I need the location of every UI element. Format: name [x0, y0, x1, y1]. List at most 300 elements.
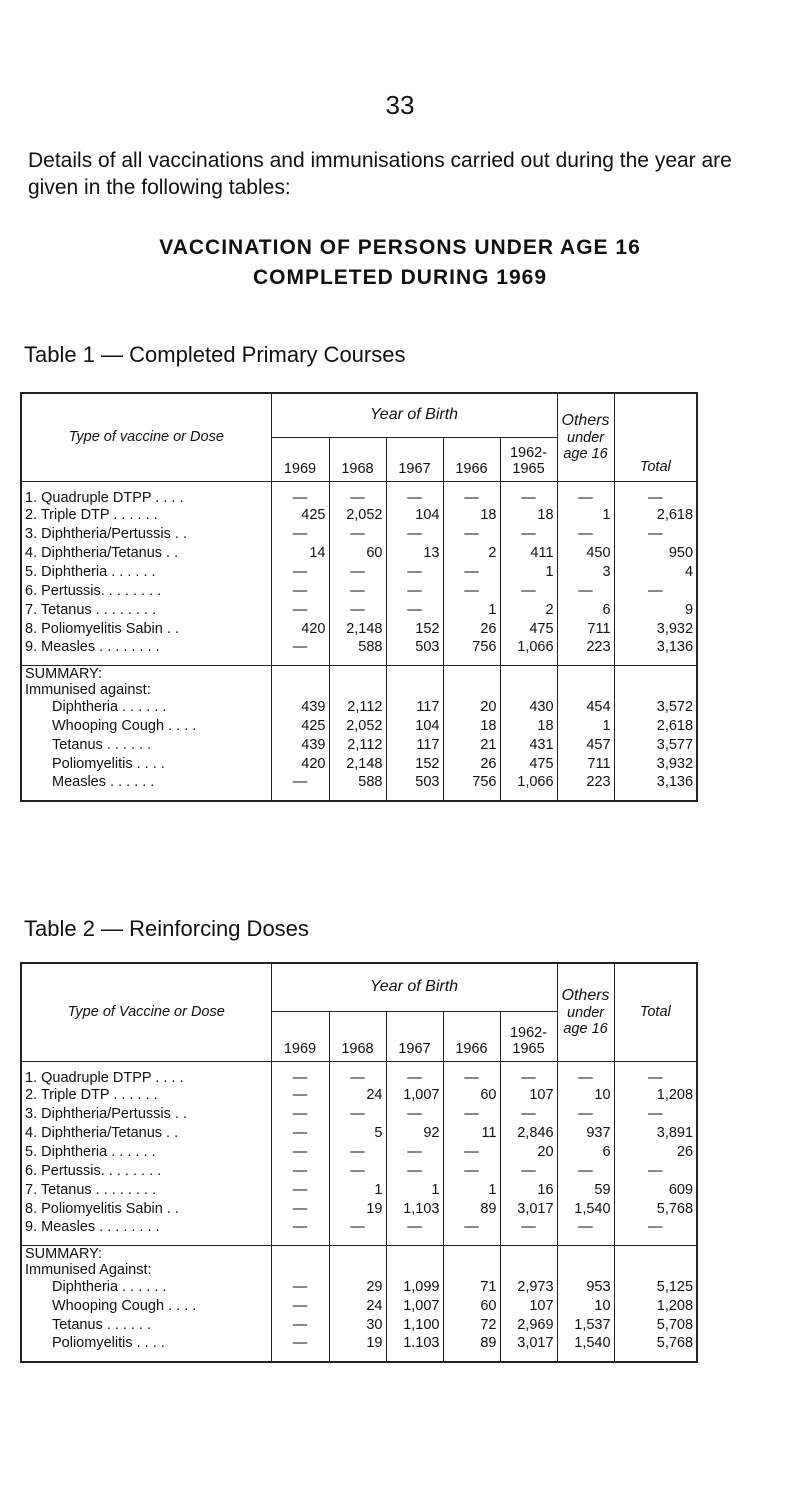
summary-subtitle-row: [21, 682, 697, 698]
cell-value: 2,052: [329, 717, 386, 736]
table-row: [21, 1181, 697, 1200]
cell-value: 59: [557, 1181, 614, 1200]
cell-value: 425: [271, 506, 329, 525]
cell-value: —: [386, 1061, 443, 1086]
row-label: Whooping Cough . . . .: [52, 718, 197, 734]
cell-value: 2,618: [614, 506, 697, 525]
row-label: Measles . . . . . .: [52, 773, 155, 790]
empty-cell: [614, 665, 697, 682]
cell-value: —: [329, 1105, 386, 1124]
type-header: Type of Vaccine or Dose: [21, 963, 271, 1061]
cell-value: 1,007: [386, 1086, 443, 1105]
table-row: [21, 582, 697, 601]
year-header-1968: 1968: [329, 437, 386, 481]
cell-value: —: [386, 1143, 443, 1162]
cell-value: 6: [557, 601, 614, 620]
table-row: [21, 525, 697, 544]
cell-value: 450: [557, 544, 614, 563]
cell-value: 3,932: [614, 620, 697, 639]
cell-value: 3,577: [614, 736, 697, 755]
table1-caption: Table 1 — Completed Primary Courses: [24, 342, 406, 367]
empty-cell: [500, 1262, 557, 1278]
cell-value: 10: [557, 1086, 614, 1105]
table-row: [21, 639, 697, 666]
others-header-line: Others: [561, 987, 610, 1005]
empty-cell: [443, 1262, 500, 1278]
year-header-1969: 1969: [271, 1011, 329, 1061]
cell-value: 1: [557, 717, 614, 736]
cell-value: 1,100: [386, 1316, 443, 1335]
cell-value: 18: [500, 717, 557, 736]
cell-value: 14: [271, 544, 329, 563]
cell-value: —: [271, 1297, 329, 1316]
summary-row: [21, 755, 697, 774]
cell-value: 411: [500, 544, 557, 563]
table1: [20, 392, 698, 802]
row-label: Poliomyelitis . . . .: [52, 1334, 165, 1351]
row-label: 4. Diphtheria/Tetanus . .: [25, 545, 179, 561]
cell-value: 19: [329, 1200, 386, 1219]
cell-value: 5,708: [614, 1316, 697, 1335]
cell-value: 60: [329, 544, 386, 563]
year-header-1968: 1968: [329, 1011, 386, 1061]
cell-value: 2,112: [329, 736, 386, 755]
cell-value: 24: [329, 1086, 386, 1105]
cell-value: —: [614, 1162, 697, 1181]
year-header-1967: 1967: [386, 1011, 443, 1061]
empty-cell: [271, 665, 329, 682]
cell-value: 1,066: [500, 774, 557, 801]
cell-value: —: [271, 525, 329, 544]
cell-value: 20: [443, 698, 500, 717]
cell-value: 2,112: [329, 698, 386, 717]
cell-value: —: [271, 481, 329, 506]
summary-title-row: [21, 1245, 697, 1262]
row-label: 1. Quadruple DTPP . . . .: [25, 489, 184, 506]
cell-value: —: [271, 1278, 329, 1297]
cell-value: —: [271, 774, 329, 801]
others-header-line: Others: [561, 412, 610, 430]
cell-value: —: [614, 1061, 697, 1086]
cell-value: 20: [500, 1143, 557, 1162]
table-row: [21, 620, 697, 639]
cell-value: 1: [386, 1181, 443, 1200]
row-label: 3. Diphtheria/Pertussis . .: [25, 526, 187, 542]
cell-value: —: [443, 1219, 500, 1246]
row-label: 9. Measles . . . . . . . .: [21, 1219, 271, 1246]
cell-value: 13: [386, 544, 443, 563]
year-header-1967: 1967: [386, 437, 443, 481]
year-of-birth-header: Year of Birth: [271, 393, 557, 437]
cell-value: —: [271, 1181, 329, 1200]
cell-value: 223: [557, 774, 614, 801]
cell-value: —: [614, 582, 697, 601]
cell-value: 3,891: [614, 1124, 697, 1143]
cell-value: —: [386, 1219, 443, 1246]
cell-value: —: [271, 639, 329, 666]
summary-row: [21, 736, 697, 755]
summary-row: [21, 1278, 697, 1297]
cell-value: —: [271, 601, 329, 620]
cell-value: —: [271, 1086, 329, 1105]
cell-value: 18: [443, 717, 500, 736]
cell-value: 457: [557, 736, 614, 755]
cell-value: 30: [329, 1316, 386, 1335]
year-header-1966: 1966: [443, 437, 500, 481]
cell-value: 92: [386, 1124, 443, 1143]
empty-cell: [271, 1262, 329, 1278]
cell-value: —: [557, 525, 614, 544]
row-label: 6. Pertussis. . . . . . . .: [25, 583, 162, 599]
cell-value: 439: [271, 698, 329, 717]
row-label: 1. Quadruple DTPP . . . .: [25, 1069, 184, 1086]
year-range-line: 1965: [512, 460, 545, 477]
row-label: 8. Poliomyelitis Sabin . .: [25, 621, 179, 637]
cell-value: —: [443, 563, 500, 582]
empty-cell: [500, 1245, 557, 1262]
cell-value: 425: [271, 717, 329, 736]
cell-value: 104: [386, 506, 443, 525]
empty-cell: [386, 682, 443, 698]
year-range-line: 1962-: [509, 444, 548, 461]
cell-value: 11: [443, 1124, 500, 1143]
cell-value: 223: [557, 639, 614, 666]
year-of-birth-header: Year of Birth: [271, 963, 557, 1011]
cell-value: —: [271, 1105, 329, 1124]
summary-row: [21, 1297, 697, 1316]
cell-value: —: [329, 582, 386, 601]
cell-value: 475: [500, 620, 557, 639]
cell-value: 3,932: [614, 755, 697, 774]
row-label: 6. Pertussis. . . . . . . .: [25, 1163, 162, 1179]
cell-value: 26: [443, 755, 500, 774]
cell-value: —: [443, 1105, 500, 1124]
empty-cell: [500, 665, 557, 682]
cell-value: —: [386, 582, 443, 601]
cell-value: 1: [500, 563, 557, 582]
cell-value: 5: [329, 1124, 386, 1143]
cell-value: 26: [614, 1143, 697, 1162]
cell-value: 21: [443, 736, 500, 755]
summary-row: [21, 1316, 697, 1335]
cell-value: —: [271, 1316, 329, 1335]
cell-value: 3,136: [614, 774, 697, 801]
cell-value: 1: [443, 601, 500, 620]
table-row: [21, 1086, 697, 1105]
empty-cell: [329, 1245, 386, 1262]
cell-value: 2,052: [329, 506, 386, 525]
cell-value: 2: [500, 601, 557, 620]
summary-subtitle: Immunised Against:: [25, 1261, 152, 1278]
cell-value: 2,846: [500, 1124, 557, 1143]
cell-value: 2,973: [500, 1278, 557, 1297]
cell-value: 3,017: [500, 1335, 557, 1362]
page-number: 33: [385, 90, 415, 120]
row-label: 3. Diphtheria/Pertussis . .: [25, 1106, 187, 1122]
cell-value: —: [557, 582, 614, 601]
cell-value: —: [271, 1061, 329, 1086]
cell-value: 104: [386, 717, 443, 736]
empty-cell: [443, 1245, 500, 1262]
cell-value: —: [500, 1061, 557, 1086]
table-row: [21, 1061, 697, 1086]
cell-value: 18: [500, 506, 557, 525]
empty-cell: [614, 1245, 697, 1262]
cell-value: 89: [443, 1200, 500, 1219]
empty-cell: [557, 665, 614, 682]
cell-value: —: [386, 481, 443, 506]
cell-value: —: [386, 563, 443, 582]
cell-value: 2,148: [329, 755, 386, 774]
cell-value: —: [329, 563, 386, 582]
cell-value: —: [329, 481, 386, 506]
empty-cell: [386, 1245, 443, 1262]
cell-value: —: [443, 525, 500, 544]
cell-value: 2,969: [500, 1316, 557, 1335]
year-range-header: [500, 1011, 557, 1061]
cell-value: 16: [500, 1181, 557, 1200]
table2-caption: Table 2 — Reinforcing Doses: [24, 916, 309, 941]
table-row: [21, 1124, 697, 1143]
year-range-line: 1965: [512, 1040, 545, 1057]
cell-value: 6: [557, 1143, 614, 1162]
cell-value: —: [329, 1061, 386, 1086]
cell-value: 1,103: [386, 1200, 443, 1219]
summary-subtitle: Immunised against:: [25, 681, 151, 698]
cell-value: 1,540: [557, 1335, 614, 1362]
row-label: Diphtheria . . . . . .: [52, 1279, 167, 1295]
cell-value: 430: [500, 698, 557, 717]
empty-cell: [386, 1262, 443, 1278]
cell-value: 475: [500, 755, 557, 774]
cell-value: —: [500, 1105, 557, 1124]
others-header-line: under: [567, 430, 605, 447]
cell-value: —: [500, 1162, 557, 1181]
row-label: 7. Tetanus . . . . . . . .: [25, 1182, 157, 1198]
summary-title-row: [21, 665, 697, 682]
empty-cell: [614, 1262, 697, 1278]
row-label: Diphtheria . . . . . .: [52, 699, 167, 715]
main-heading-line1: VACCINATION OF PERSONS UNDER AGE 16: [159, 236, 641, 259]
empty-cell: [271, 1245, 329, 1262]
main-heading-line2: COMPLETED DURING 1969: [252, 266, 548, 289]
cell-value: 503: [386, 639, 443, 666]
cell-value: —: [500, 582, 557, 601]
cell-value: 24: [329, 1297, 386, 1316]
cell-value: 1.103: [386, 1335, 443, 1362]
cell-value: —: [443, 582, 500, 601]
cell-value: —: [271, 582, 329, 601]
cell-value: 3,572: [614, 698, 697, 717]
cell-value: —: [271, 1219, 329, 1246]
cell-value: 18: [443, 506, 500, 525]
cell-value: 1,066: [500, 639, 557, 666]
cell-value: —: [500, 1219, 557, 1246]
year-range-line: 1962-: [509, 1024, 548, 1041]
cell-value: —: [443, 481, 500, 506]
row-label: Tetanus . . . . . .: [52, 737, 152, 753]
cell-value: 2,148: [329, 620, 386, 639]
cell-value: 609: [614, 1181, 697, 1200]
cell-value: 503: [386, 774, 443, 801]
cell-value: —: [500, 481, 557, 506]
intro-paragraph: Details of all vaccinations and immunisations carried out during the year are given in the following tables:: [28, 149, 732, 199]
cell-value: 711: [557, 755, 614, 774]
cell-value: —: [443, 1143, 500, 1162]
table-row: [21, 1143, 697, 1162]
cell-value: —: [386, 601, 443, 620]
year-header-1969: 1969: [271, 437, 329, 481]
cell-value: 19: [329, 1335, 386, 1362]
cell-value: 937: [557, 1124, 614, 1143]
cell-value: —: [329, 601, 386, 620]
row-label: Poliomyelitis . . . .: [52, 756, 165, 772]
row-label: Tetanus . . . . . .: [52, 1317, 152, 1333]
row-label: 7. Tetanus . . . . . . . .: [25, 602, 157, 618]
row-label: 4. Diphtheria/Tetanus . .: [25, 1125, 179, 1141]
summary-row: [21, 774, 697, 801]
cell-value: 1,540: [557, 1200, 614, 1219]
cell-value: 431: [500, 736, 557, 755]
summary-row: [21, 698, 697, 717]
cell-value: 1,007: [386, 1297, 443, 1316]
empty-cell: [557, 1262, 614, 1278]
summary-subtitle-row: [21, 1262, 697, 1278]
cell-value: 3,136: [614, 639, 697, 666]
empty-cell: [271, 682, 329, 698]
cell-value: —: [329, 1219, 386, 1246]
cell-value: —: [557, 1105, 614, 1124]
cell-value: 1: [329, 1181, 386, 1200]
cell-value: —: [557, 1061, 614, 1086]
cell-value: —: [614, 1219, 697, 1246]
cell-value: 9: [614, 601, 697, 620]
empty-cell: [614, 682, 697, 698]
row-label: Whooping Cough . . . .: [52, 1298, 197, 1314]
cell-value: 1: [443, 1181, 500, 1200]
cell-value: 4: [614, 563, 697, 582]
summary-title: SUMMARY:: [25, 665, 103, 682]
cell-value: —: [614, 525, 697, 544]
table-row: [21, 563, 697, 582]
total-header: Total: [614, 393, 697, 481]
cell-value: —: [271, 563, 329, 582]
cell-value: 1,537: [557, 1316, 614, 1335]
row-label: 8. Poliomyelitis Sabin . .: [25, 1201, 179, 1217]
year-range-header: [500, 437, 557, 481]
others-under-16-header: [557, 393, 614, 481]
others-header-line: age 16: [563, 446, 608, 463]
empty-cell: [500, 682, 557, 698]
total-header: Total: [614, 963, 697, 1061]
table-row: [21, 1200, 697, 1219]
cell-value: 71: [443, 1278, 500, 1297]
cell-value: —: [500, 525, 557, 544]
cell-value: 756: [443, 639, 500, 666]
cell-value: —: [271, 1124, 329, 1143]
table-row: [21, 481, 697, 506]
cell-value: —: [329, 525, 386, 544]
cell-value: —: [386, 1105, 443, 1124]
summary-row: [21, 1335, 697, 1362]
others-header-line: age 16: [563, 1021, 608, 1038]
cell-value: 72: [443, 1316, 500, 1335]
cell-value: 1,208: [614, 1086, 697, 1105]
cell-value: 953: [557, 1278, 614, 1297]
year-header-1966: 1966: [443, 1011, 500, 1061]
table-row: [21, 1105, 697, 1124]
others-under-16-header: [557, 963, 614, 1061]
cell-value: —: [557, 1162, 614, 1181]
table-row: [21, 544, 697, 563]
table-row: [21, 1219, 697, 1246]
row-label: 2. Triple DTP . . . . . .: [25, 1087, 158, 1103]
row-label: 9. Measles . . . . . . . .: [21, 639, 271, 666]
empty-cell: [329, 1262, 386, 1278]
cell-value: —: [443, 1061, 500, 1086]
cell-value: —: [271, 1162, 329, 1181]
cell-value: 117: [386, 736, 443, 755]
cell-value: —: [271, 1335, 329, 1362]
cell-value: —: [443, 1162, 500, 1181]
cell-value: 2: [443, 544, 500, 563]
cell-value: 420: [271, 755, 329, 774]
summary-row: [21, 717, 697, 736]
table-row: [21, 1162, 697, 1181]
cell-value: —: [557, 1219, 614, 1246]
cell-value: 1,208: [614, 1297, 697, 1316]
cell-value: —: [614, 481, 697, 506]
cell-value: —: [614, 1105, 697, 1124]
cell-value: 5,125: [614, 1278, 697, 1297]
empty-cell: [329, 665, 386, 682]
cell-value: 89: [443, 1335, 500, 1362]
row-label: 5. Diphtheria . . . . . .: [25, 564, 156, 580]
cell-value: 1,099: [386, 1278, 443, 1297]
cell-value: 2,618: [614, 717, 697, 736]
cell-value: 107: [500, 1086, 557, 1105]
table-row: [21, 601, 697, 620]
cell-value: 756: [443, 774, 500, 801]
cell-value: —: [329, 1162, 386, 1181]
empty-cell: [386, 665, 443, 682]
cell-value: 711: [557, 620, 614, 639]
cell-value: 117: [386, 698, 443, 717]
cell-value: —: [329, 1143, 386, 1162]
cell-value: 588: [329, 774, 386, 801]
empty-cell: [329, 682, 386, 698]
table2: [20, 962, 698, 1363]
cell-value: 107: [500, 1297, 557, 1316]
cell-value: 60: [443, 1086, 500, 1105]
cell-value: 420: [271, 620, 329, 639]
cell-value: 152: [386, 755, 443, 774]
empty-cell: [557, 1245, 614, 1262]
cell-value: 454: [557, 698, 614, 717]
cell-value: 10: [557, 1297, 614, 1316]
cell-value: 1: [557, 506, 614, 525]
others-header-line: under: [567, 1005, 605, 1022]
type-header: Type of vaccine or Dose: [21, 393, 271, 481]
cell-value: 439: [271, 736, 329, 755]
cell-value: 60: [443, 1297, 500, 1316]
cell-value: 29: [329, 1278, 386, 1297]
cell-value: —: [557, 481, 614, 506]
empty-cell: [443, 682, 500, 698]
cell-value: 152: [386, 620, 443, 639]
cell-value: 5,768: [614, 1200, 697, 1219]
cell-value: 5,768: [614, 1335, 697, 1362]
